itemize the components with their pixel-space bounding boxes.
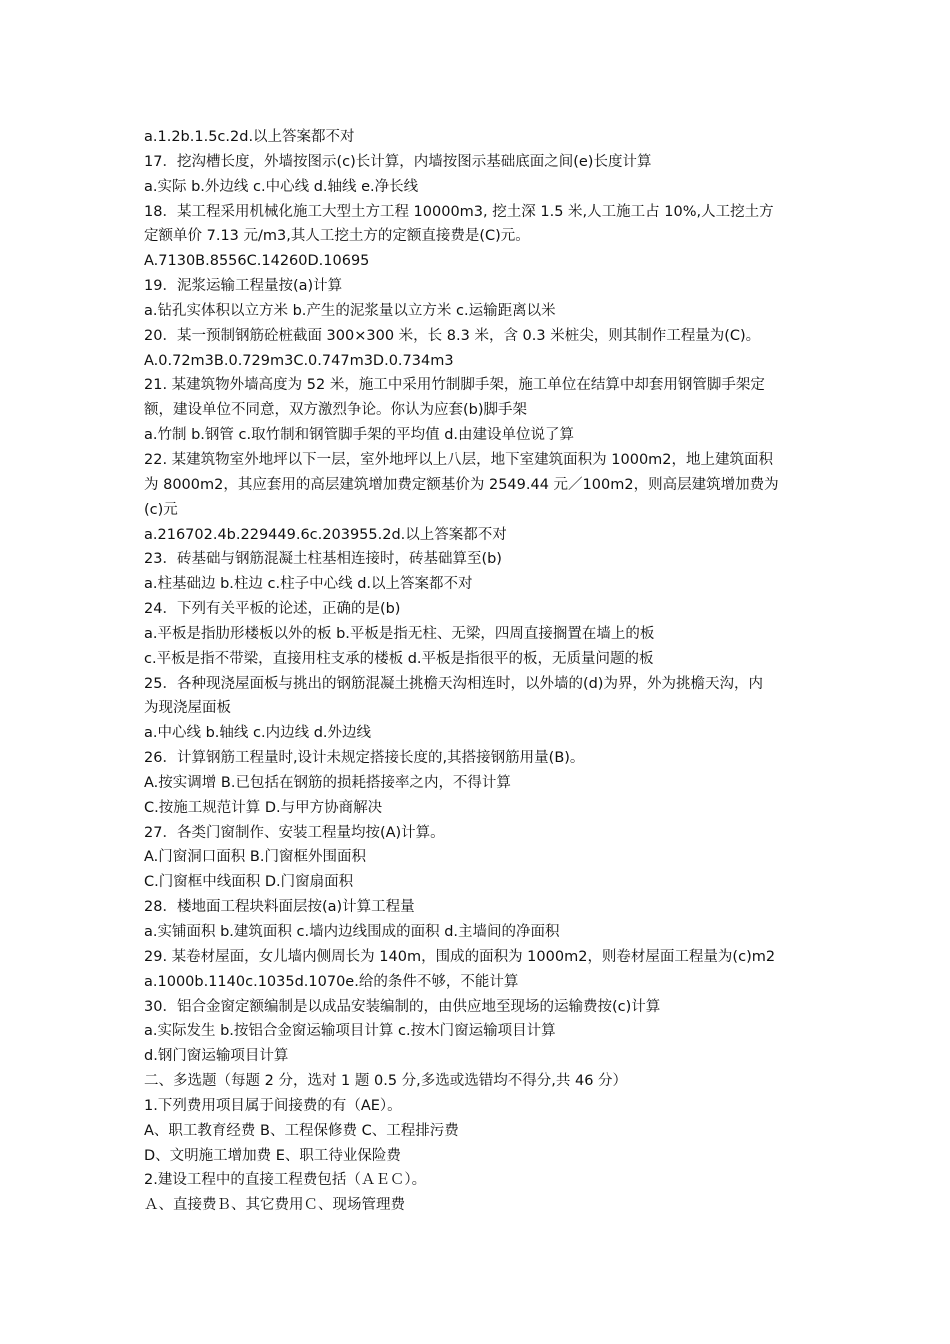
question-20: 20．某一预制钢筋砼桩截面 300×300 米，长 8.3 米，含 0.3 米桩尖，则其制作工程量为(C)。 [144, 327, 761, 344]
text-line: a.竹制 b.钢管 c.取竹制和钢管脚手架的平均值 d.由建设单位说了算 [144, 427, 575, 444]
text-line: C.按施工规范计算 D.与甲方协商解决 [144, 799, 383, 816]
text-line: A.7130B.8556C.14260D.10695 [144, 253, 370, 270]
text-line: A、职工教育经费 B、工程保修费 C、工程排污费 [144, 1122, 459, 1139]
question-19: 19．泥浆运输工程量按(a)计算 [144, 278, 343, 295]
text-line: a.柱基础边 b.柱边 c.柱子中心线 d.以上答案都不对 [144, 576, 473, 593]
text-line: a.实铺面积 b.建筑面积 c.墙内边线围成的面积 d.主墙间的净面积 [144, 924, 560, 940]
section-heading: 二、多选题（每题 2 分，选对 1 题 0.5 分,多选或选错均不得分,共 46 分） [144, 1073, 628, 1090]
text-line: A.门窗洞口面积 B.门窗框外围面积 [144, 849, 366, 866]
text-line: 为现浇屋面板 [144, 700, 231, 717]
text-line: a.1.2b.1.5c.2d.以上答案都不对 [144, 129, 355, 145]
text-line: 定额单价 7.13 元/m3,其人工挖土方的定额直接费是(C)元。 [144, 228, 530, 245]
question-29: 29. 某卷材屋面，女儿墙内侧周长为 140m，围成的面积为 1000m2，则卷材屋面工程量为(c)m2 [144, 948, 776, 965]
question-27: 27．各类门窗制作、安装工程量均按(A)计算。 [144, 824, 445, 841]
text-line: D、文明施工增加费 E、职工待业保险费 [144, 1147, 401, 1164]
question-17: 17．挖沟槽长度，外墙按图示(c)长计算，内墙按图示基础底面之间(e)长度计算 [144, 153, 652, 170]
multi-question-1: 1.下列费用项目属于间接费的有（AE）。 [144, 1097, 402, 1114]
question-18: 18．某工程采用机械化施工大型土方工程 10000m3, 挖土深 1.5 米,人工施工占 10%,人工挖土方 [144, 203, 774, 220]
document-body [144, 125, 814, 1218]
text-line: 额，建设单位不同意，双方激烈争论。你认为应套(b)脚手架 [144, 402, 528, 419]
question-25: 25．各种现浇屋面板与挑出的钢筋混凝土挑檐天沟相连时，以外墙的(d)为界，外为挑檐天沟，内 [144, 675, 763, 692]
question-23: 23．砖基础与钢筋混凝土柱基相连接时，砖基础算至(b) [144, 551, 502, 568]
text-line: A.按实调增 B.已包括在钢筋的损耗搭接率之内，不得计算 [144, 774, 511, 791]
text-line: Ａ、直接费Ｂ、其它费用Ｃ、现场管理费 [144, 1197, 405, 1214]
text-line: a.平板是指肋形楼板以外的板 b.平板是指无柱、无梁，四周直接搁置在墙上的板 [144, 625, 655, 642]
text-line: a.实际发生 b.按铝合金窗运输项目计算 c.按木门窗运输项目计算 [144, 1023, 556, 1040]
text-line: a.钻孔实体积以立方米 b.产生的泥浆量以立方米 c.运输距离以米 [144, 302, 556, 319]
text-line: C.门窗框中线面积 D.门窗扇面积 [144, 874, 354, 891]
question-21: 21. 某建筑物外墙高度为 52 米，施工中采用竹制脚手架，施工单位在结算中却套用钢管脚手架定 [144, 377, 765, 394]
text-line: a.216702.4b.229449.6c.203955.2d.以上答案都不对 [144, 526, 507, 543]
text-line: d.钢门窗运输项目计算 [144, 1048, 289, 1065]
question-26: 26．计算钢筋工程量时,设计未规定搭接长度的,其搭接钢筋用量(B)。 [144, 750, 585, 767]
text-line: a.1000b.1140c.1035d.1070e.给的条件不够，不能计算 [144, 973, 519, 990]
text-line: a.中心线 b.轴线 c.内边线 d.外边线 [144, 725, 372, 742]
question-28: 28．楼地面工程块料面层按(a)计算工程量 [144, 899, 415, 916]
text-line: (c)元 [144, 501, 178, 518]
multi-question-2: 2.建设工程中的直接工程费包括（ＡＥＣ）。 [144, 1172, 427, 1189]
text-line: 为 8000m2，其应套用的高层建筑增加费定额基价为 2549.44 元／100m2，则高层建筑增加费为 [144, 476, 779, 493]
text-line: a.实际 b.外边线 c.中心线 d.轴线 e.净长线 [144, 178, 419, 195]
question-24: 24．下列有关平板的论述，正确的是(b) [144, 601, 401, 618]
text-line: c.平板是指不带梁，直接用柱支承的楼板 d.平板是指很平的板，无质量问题的板 [144, 650, 654, 667]
question-30: 30．铝合金窗定额编制是以成品安装编制的，由供应地至现场的运输费按(c)计算 [144, 998, 661, 1015]
question-22: 22. 某建筑物室外地坪以下一层，室外地坪以上八层，地下室建筑面积为 1000m2，地上建筑面积 [144, 451, 774, 468]
text-line: A.0.72m3B.0.729m3C.0.747m3D.0.734m3 [144, 352, 454, 369]
